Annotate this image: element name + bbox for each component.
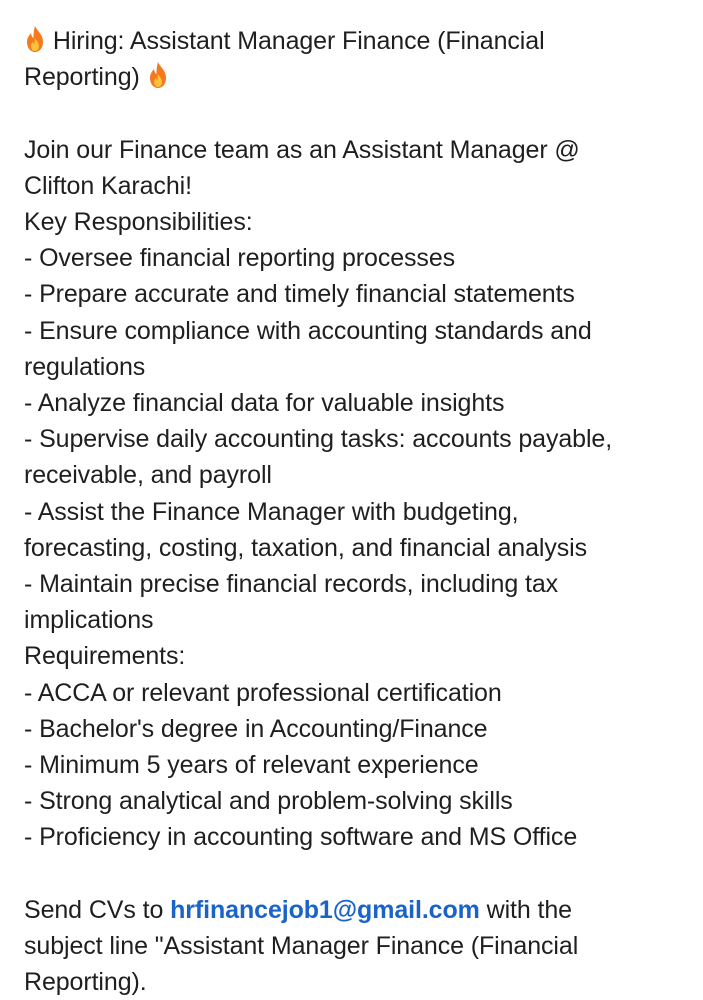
- responsibility-line: - Prepare accurate and timely financial statements: [24, 280, 575, 309]
- cta-suffix: with the: [486, 895, 572, 924]
- requirement-line: - Minimum 5 years of relevant experience: [24, 751, 479, 780]
- cta-line: subject line "Assistant Manager Finance (Financial: [24, 932, 579, 961]
- responsibility-line: - Assist the Finance Manager with budgeting,: [24, 497, 519, 526]
- post-title-line-2: [24, 59, 694, 95]
- requirement-line: - Strong analytical and problem-solving skills: [24, 787, 513, 816]
- responsibility-line: regulations: [24, 352, 146, 381]
- spacer: [24, 95, 694, 131]
- responsibility-line: receivable, and payroll: [24, 461, 272, 490]
- email-link[interactable]: hrfinancejob1@gmail.com: [170, 895, 480, 924]
- requirement-line: - Proficiency in accounting software and MS Office: [24, 823, 578, 852]
- post-title-text-2: Reporting): [24, 63, 140, 92]
- requirements-heading: Requirements:: [24, 642, 186, 671]
- post-title-text-1: Hiring: Assistant Manager Finance (Financial: [52, 27, 545, 55]
- intro-line: Clifton Karachi!: [24, 171, 192, 200]
- responsibility-line: implications: [24, 606, 154, 635]
- responsibility-line: - Analyze financial data for valuable insights: [24, 389, 505, 418]
- cta-prefix: Send CVs to: [24, 895, 164, 924]
- fire-emoji-icon: [147, 61, 169, 89]
- cta-line: [24, 892, 694, 928]
- responsibility-line: - Supervise daily accounting tasks: accounts payable,: [24, 425, 613, 454]
- responsibility-line: forecasting, costing, taxation, and financial analysis: [24, 533, 587, 562]
- spacer: [24, 856, 694, 892]
- cta-line: Reporting).: [24, 968, 147, 997]
- post-title: [24, 23, 694, 59]
- intro-line: Join our Finance team as an Assistant Manager @: [24, 135, 580, 164]
- requirement-line: - ACCA or relevant professional certification: [24, 678, 502, 707]
- responsibility-line: - Ensure compliance with accounting standards and: [24, 316, 592, 345]
- responsibility-line: - Maintain precise financial records, including tax: [24, 570, 559, 599]
- responsibilities-heading: Key Responsibilities:: [24, 208, 253, 236]
- fire-emoji-icon: [24, 25, 46, 53]
- job-post: [24, 23, 694, 1000]
- requirement-line: - Bachelor's degree in Accounting/Finance: [24, 714, 488, 743]
- responsibility-line: - Oversee financial reporting processes: [24, 244, 456, 273]
